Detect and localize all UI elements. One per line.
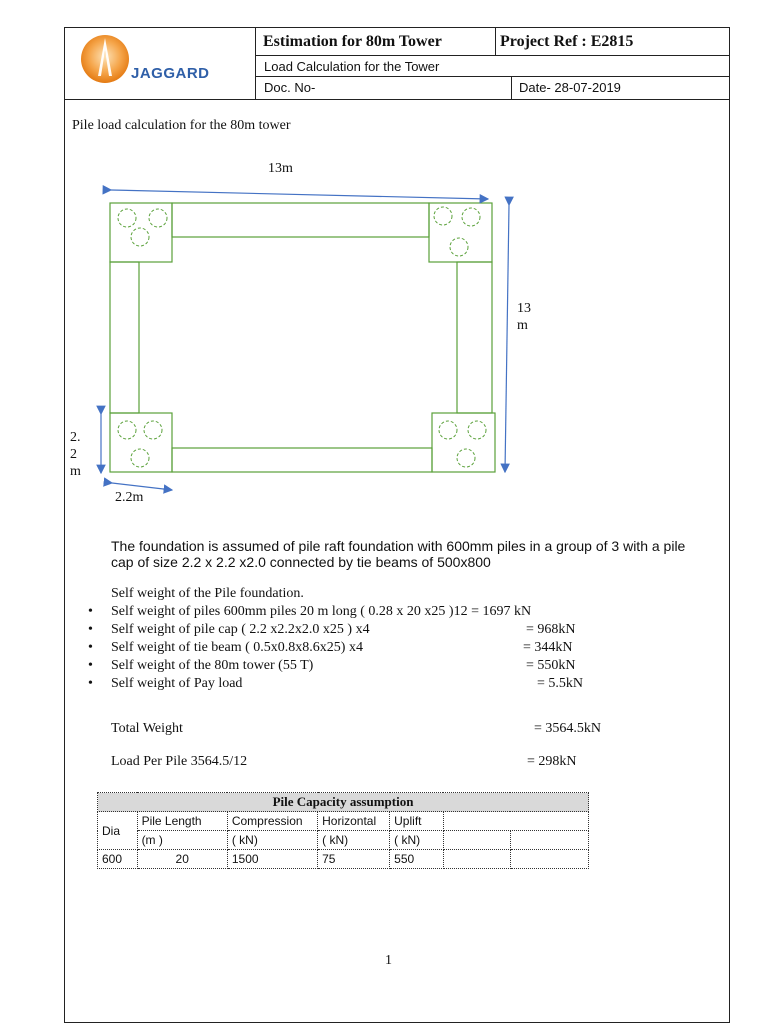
item-value: = 5.5kN xyxy=(537,676,584,691)
cell-compression: 1500 xyxy=(227,850,317,869)
document-title: Estimation for 80m Tower xyxy=(263,33,442,50)
item-value: = 344kN xyxy=(523,640,573,655)
doc-date: Date- 28-07-2019 xyxy=(519,80,621,95)
table-unit-row xyxy=(98,831,589,850)
unit-length: (m ) xyxy=(137,831,227,850)
dimension-arrow-bottom xyxy=(112,483,172,490)
pile xyxy=(462,208,480,226)
pile xyxy=(439,421,457,439)
unit-horizontal: ( kN) xyxy=(318,831,390,850)
dim-left-label-3: m xyxy=(70,464,81,479)
list-item xyxy=(88,603,621,621)
date-cell xyxy=(511,76,730,100)
cell-length: 20 xyxy=(137,850,227,869)
tie-beam-bottom xyxy=(172,448,432,472)
logo-cell xyxy=(64,27,256,100)
pile xyxy=(118,421,136,439)
item-label: Self weight of pile cap ( 2.2 x2.2x2.0 x25 ) x4 xyxy=(111,622,370,637)
header-compression: Compression xyxy=(227,812,317,831)
header-length: Pile Length xyxy=(137,812,227,831)
logo-text: JAGGARD xyxy=(131,65,210,82)
dim-right-label-1: 13 xyxy=(517,301,531,316)
pile xyxy=(450,238,468,256)
list-item xyxy=(88,639,621,657)
dimension-arrow-right xyxy=(505,205,509,472)
tie-beam-right xyxy=(457,262,492,413)
header-dia: Dia xyxy=(98,812,138,850)
pile xyxy=(131,449,149,467)
intro-text: Pile load calculation for the 80m tower xyxy=(72,118,291,133)
item-value: = 550kN xyxy=(526,658,576,673)
pile xyxy=(434,207,452,225)
unit-compression: ( kN) xyxy=(227,831,317,850)
foundation-description-line1: The foundation is assumed of pile raft foundation with 600mm piles in a group of 3 with a pile xyxy=(111,538,686,554)
company-logo xyxy=(65,28,255,99)
project-ref: Project Ref : E2815 xyxy=(500,33,634,50)
tie-beam-left xyxy=(110,262,139,413)
page-number: 1 xyxy=(385,953,392,968)
table-header-row xyxy=(98,812,589,831)
total-weight-value: = 3564.5kN xyxy=(534,721,602,736)
subtitle-cell xyxy=(255,55,730,77)
item-label: Self weight of tie beam ( 0.5x0.8x8.6x25) x4 xyxy=(111,640,363,655)
cell-horizontal: 75 xyxy=(318,850,390,869)
empty-cell xyxy=(443,850,510,869)
total-weight-label: Total Weight xyxy=(111,721,183,736)
empty-cell xyxy=(510,831,588,850)
pile xyxy=(457,449,475,467)
item-label: Self weight of Pay load xyxy=(111,676,243,691)
pile-cap-bottom-right xyxy=(432,413,495,472)
pile xyxy=(468,421,486,439)
list-item xyxy=(88,675,621,693)
table-title: Pile Capacity assumption xyxy=(98,793,589,812)
pile-cap-bottom-left xyxy=(110,413,172,472)
foundation-plan-diagram xyxy=(60,150,540,510)
dim-bottom-label: 2.2m xyxy=(115,490,144,505)
load-per-pile-value: = 298kN xyxy=(527,754,577,769)
dim-left-label-2: 2 xyxy=(70,447,77,462)
dim-top-label: 13m xyxy=(268,161,293,176)
item-label: Self weight of piles 600mm piles 20 m long ( 0.28 x 20 x25 )12 = 1697 kN xyxy=(111,604,532,619)
pile xyxy=(131,228,149,246)
header-empty xyxy=(443,812,588,831)
cell-uplift: 550 xyxy=(390,850,444,869)
doc-no: Doc. No- xyxy=(264,80,316,95)
pile-cap-top-right xyxy=(429,203,492,262)
pile-cap-top-left xyxy=(110,203,172,262)
dim-left-label-1: 2. xyxy=(70,430,81,445)
tie-beam-top xyxy=(172,203,429,237)
pile-capacity-table xyxy=(97,792,589,869)
document-subtitle: Load Calculation for the Tower xyxy=(264,59,440,74)
load-per-pile-label: Load Per Pile 3564.5/12 xyxy=(111,754,248,769)
pile xyxy=(118,209,136,227)
pile xyxy=(149,209,167,227)
dimension-arrow-top xyxy=(111,190,488,199)
self-weight-heading: Self weight of the Pile foundation. xyxy=(111,586,304,601)
item-label: Self weight of the 80m tower (55 T) xyxy=(111,658,314,673)
title-cell xyxy=(255,27,496,56)
list-item xyxy=(88,657,621,675)
header-uplift: Uplift xyxy=(390,812,444,831)
table-row xyxy=(98,850,589,869)
doc-no-cell xyxy=(255,76,512,100)
project-ref-cell xyxy=(495,27,730,56)
empty-cell xyxy=(443,831,510,850)
cell-dia: 600 xyxy=(98,850,138,869)
foundation-description-line2: cap of size 2.2 x 2.2 x2.0 connected by tie beams of 500x800 xyxy=(111,554,491,570)
dim-right-label-2: m xyxy=(517,318,528,333)
unit-uplift: ( kN) xyxy=(390,831,444,850)
self-weight-list xyxy=(88,603,621,693)
empty-cell xyxy=(510,850,588,869)
list-item xyxy=(88,621,621,639)
header-horizontal: Horizontal xyxy=(318,812,390,831)
item-value: = 968kN xyxy=(526,622,576,637)
pile xyxy=(144,421,162,439)
